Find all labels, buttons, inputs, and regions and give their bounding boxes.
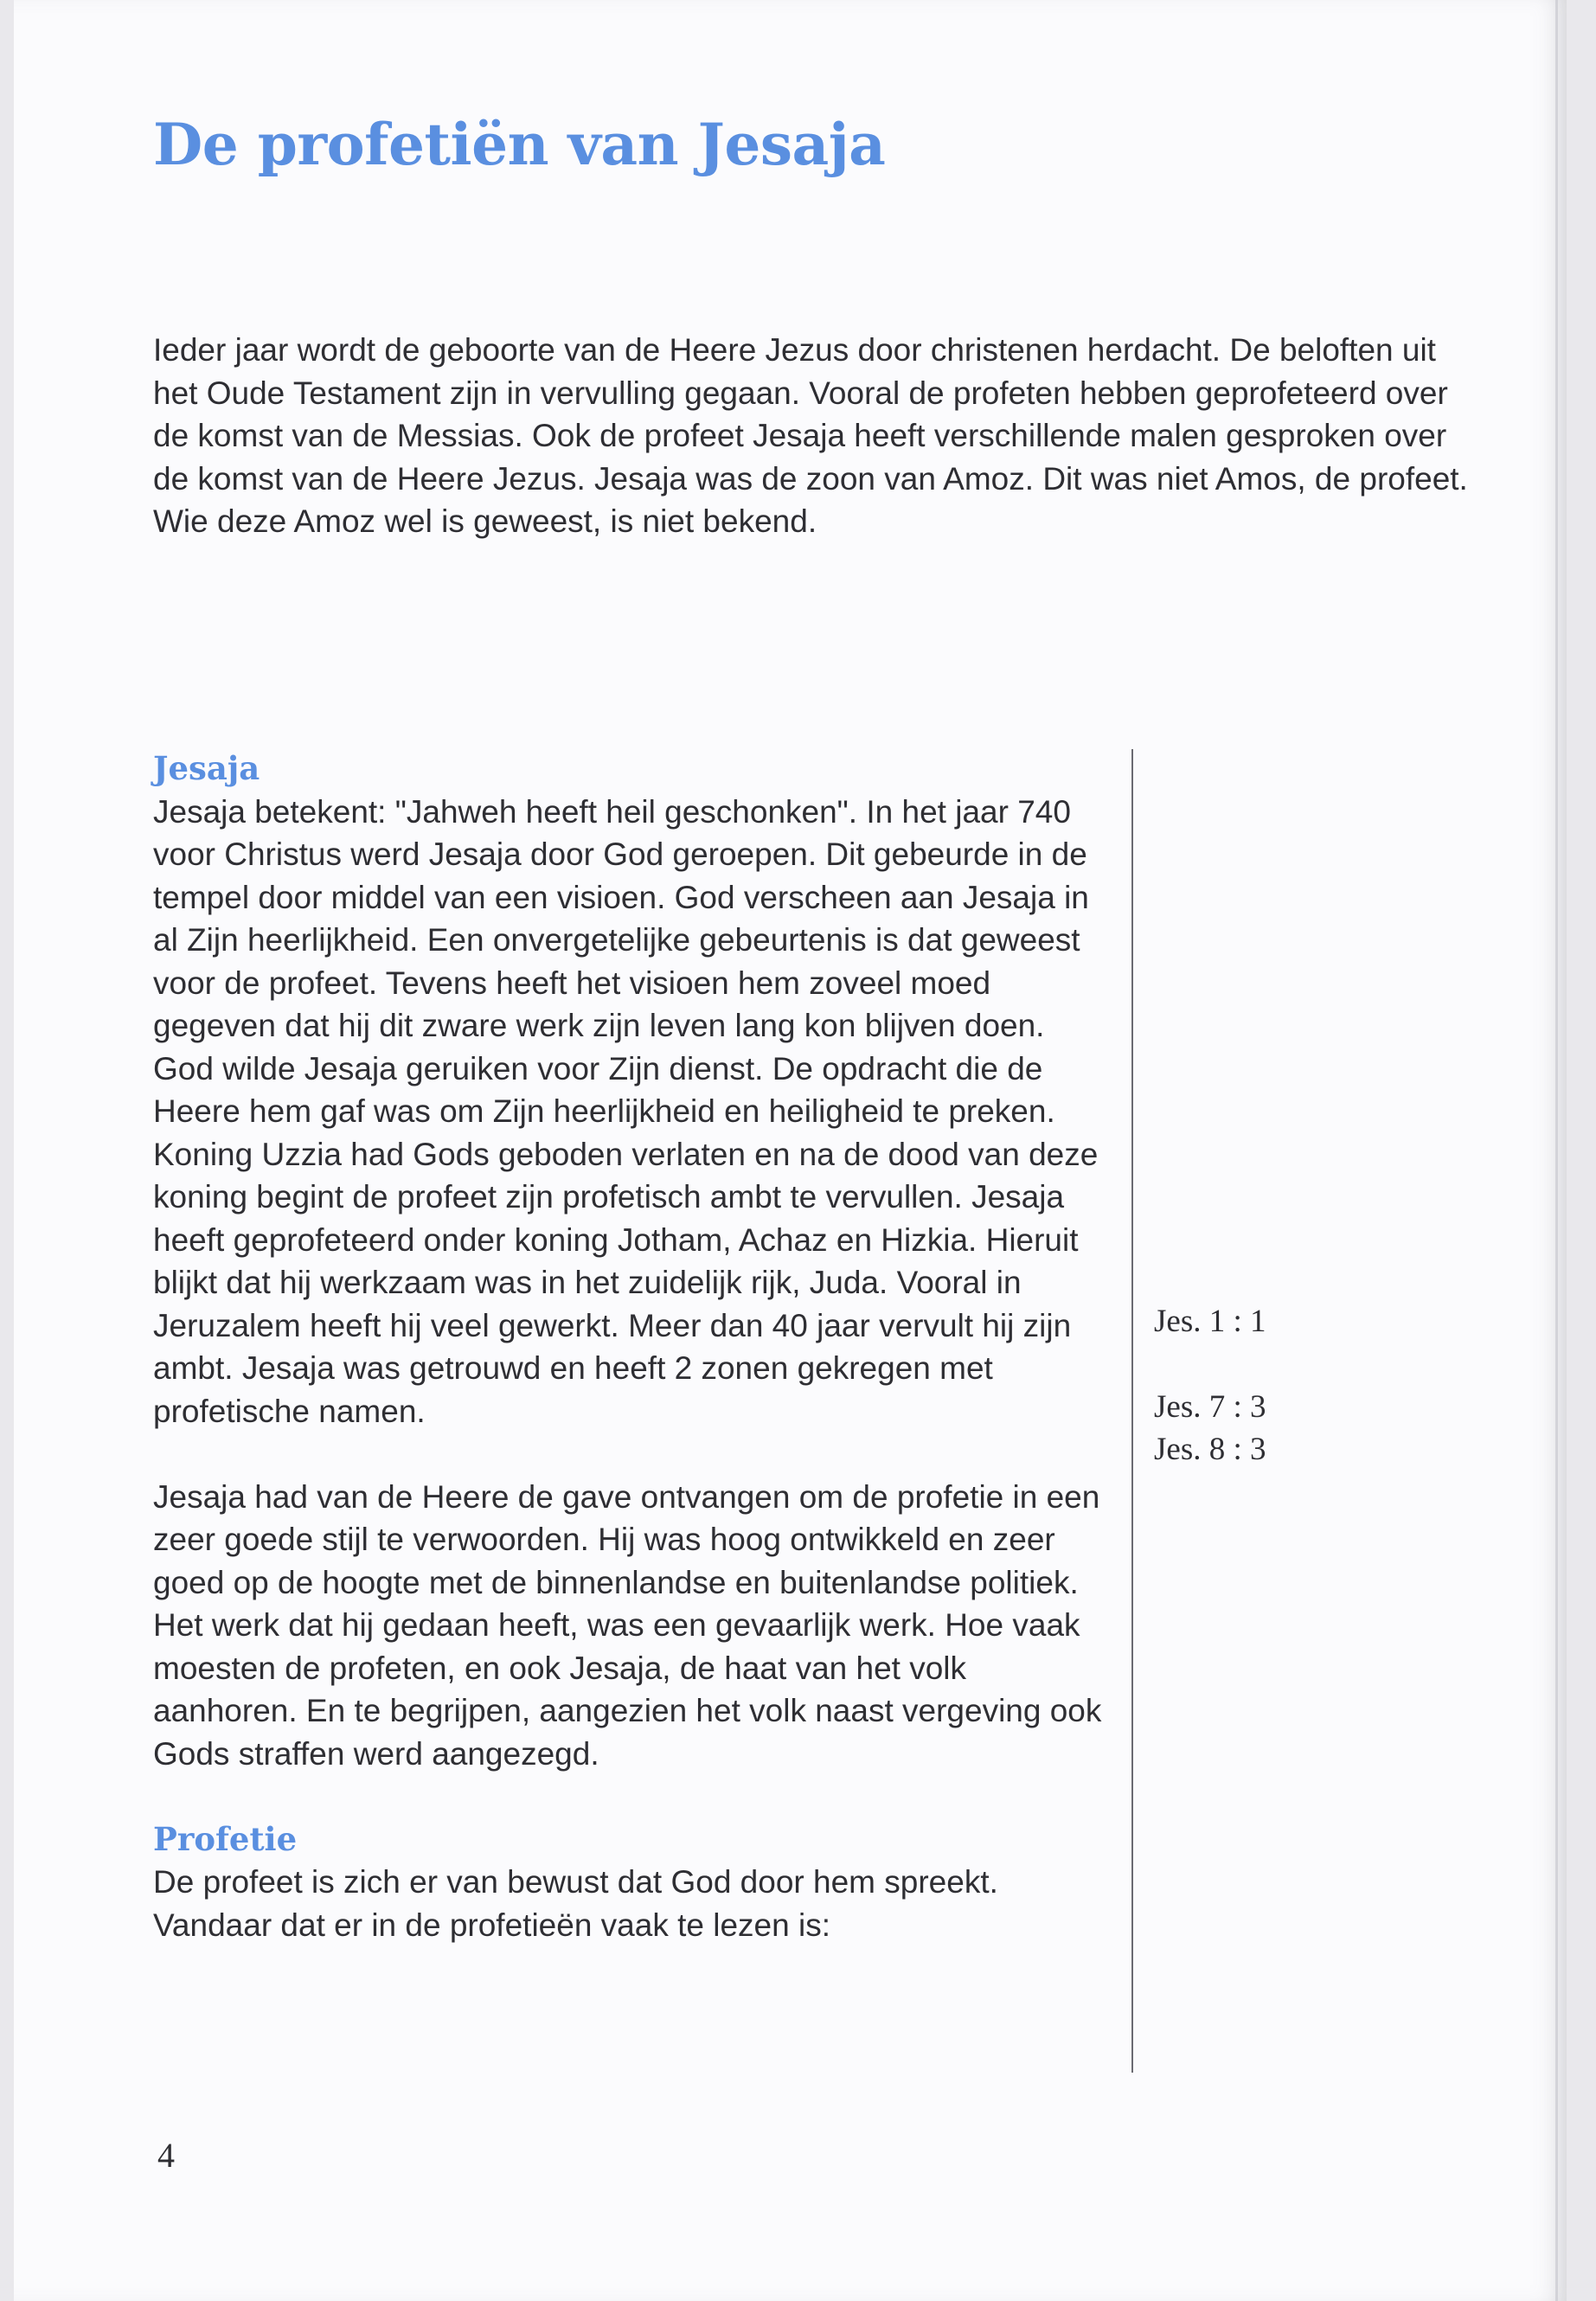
margin-reference: Jes. 7 : 3 (1154, 1389, 1266, 1425)
page-title: De profetiën van Jesaja (153, 111, 886, 178)
section-heading-profetie: Profetie (153, 1819, 298, 1858)
profetie-paragraph: De profeet is zich er van bewust dat God door hem spreekt. Vandaar dat er in de profetieën vaak te lezen is: (153, 1864, 998, 1943)
jesaja-paragraph-1: Jesaja betekent: "Jahweh heeft heil geschonken". In het jaar 740 voor Christus werd Jesaja door God geroepen. Dit gebeurde in de tempel door middel van een visioen. God verscheen aan Jesaja in al Zijn heerlijkheid. Een onvergetelijke gebeurtenis is dat geweest voor de profeet. Tevens heeft het visioen hem zoveel moed gegeven dat hij dit zware werk zijn leven lang kon blijven doen. God wilde Jesaja geruiken voor Zijn dienst. De opdracht die de Heere hem gaf was om Zijn heerlijkheid en heiligheid te preken. Koning Uzzia had Gods geboden verlaten en na de dood van deze koning begint de profeet zijn profetisch ambt te vervullen. Jesaja heeft geprofeteerd onder koning Jotham, Achaz en Hizkia. Hieruit blijkt dat hij werkzaam was in het zuidelijk rijk, Juda. Vooral in Jeruzalem heeft hij veel gewerkt. Meer dan 40 jaar vervult hij zijn ambt. Jesaja was getrouwd en heeft 2 zonen gekregen met profetische namen. (153, 793, 1099, 1429)
margin-divider (1131, 749, 1133, 2073)
section-heading-jesaja: Jesaja (153, 749, 260, 787)
main-column (153, 747, 1105, 1946)
margin-reference: Jes. 1 : 1 (1154, 1304, 1266, 1339)
jesaja-paragraph-2: Jesaja had van de Heere de gave ontvangen om de profetie in een zeer goede stijl te verwoorden. Hij was hoog ontwikkeld en zeer goed op de hoogte met de binnenlandse en buitenlandse politiek. Het werk dat hij gedaan heeft, was een gevaarlijk werk. Hoe vaak moesten de profeten, en ook Jesaja, de haat van het volk aanhoren. En te begrijpen, aangezien het volk naast vergeving ook Gods straffen werd aangezegd. (153, 1478, 1102, 1772)
page-number: 4 (157, 2136, 175, 2175)
margin-reference: Jes. 8 : 3 (1154, 1432, 1266, 1467)
page (14, 0, 1567, 2301)
intro-paragraph: Ieder jaar wordt de geboorte van de Heere Jezus door christenen herdacht. De beloften uit het Oude Testament zijn in vervulling gegaan. Vooral de profeten hebben geprofeteerd over de komst van de Messias. Ook de profeet Jesaja heeft verschillende malen gesproken over de komst van de Heere Jezus. Jesaja was de zoon van Amoz. Dit was niet Amos, de profeet. Wie deze Amoz wel is geweest, is niet bekend. (153, 332, 1468, 539)
